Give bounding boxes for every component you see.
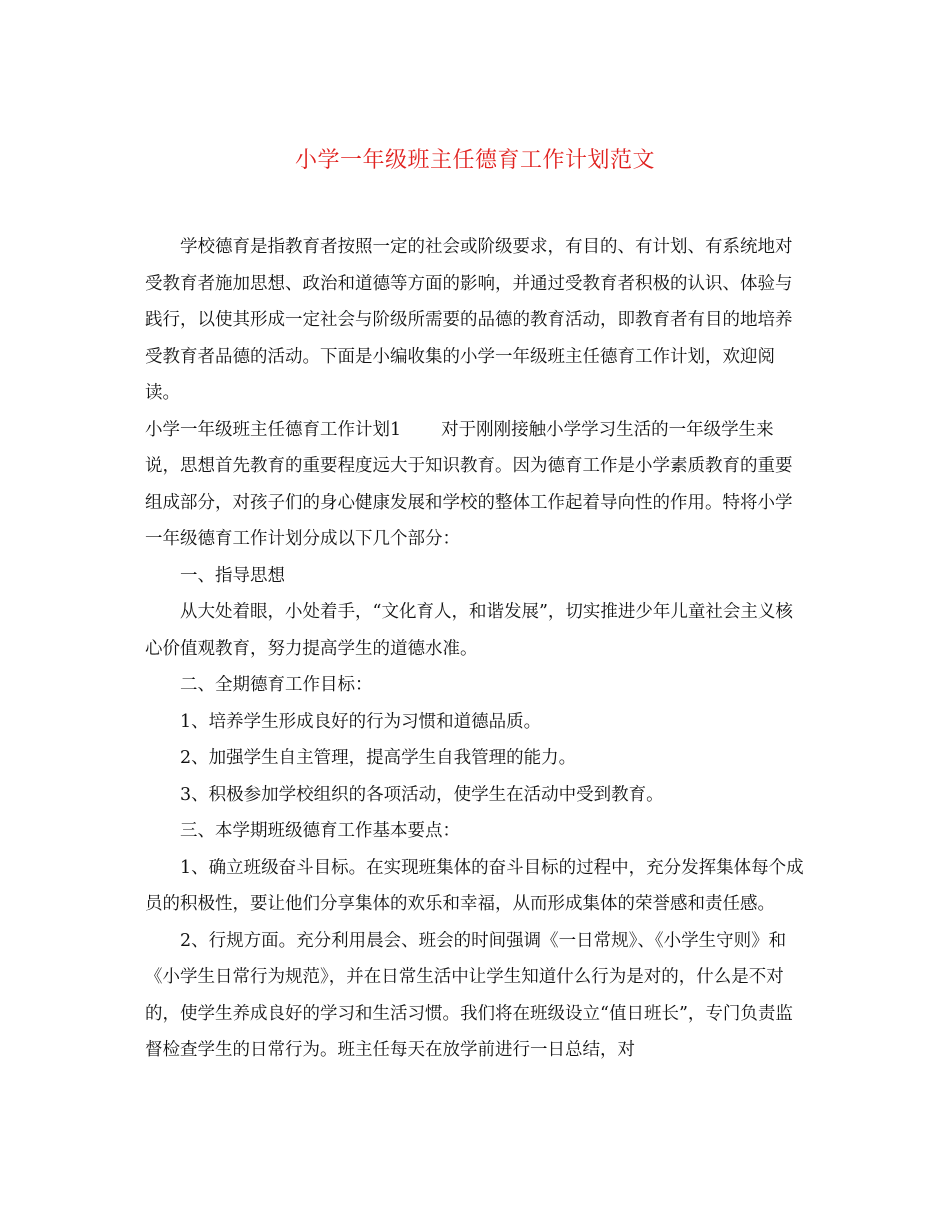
guiding-thought-paragraph: 从大处着眼，小处着手，“文化育人，和谐发展”，切实推进少年儿童社会主义核心价值观教育，努力提高学生的道德水准。 [145,602,793,659]
section-heading: 小学一年级班主任德育工作计划1 [145,419,402,440]
section-paragraph [145,412,805,558]
heading-guiding-thought: 一、指导思想 [180,565,285,586]
goal-item-3: 3、积极参加学校组织的各项活动，使学生在活动中受到教育。 [180,784,664,805]
goal-item-1: 1、培养学生形成良好的行为习惯和道德品质。 [180,711,542,732]
goal-item-2: 2、加强学生自主管理，提高学生自我管理的能力。 [180,748,577,768]
intro-paragraph: 学校德育是指教育者按照一定的社会或阶级要求，有目的、有计划、有系统地对受教育者施加思想、政治和道德等方面的影响，并通过受教育者积极的认识、体验与践行，以使其形成一定社会与阶级所需要的品德的教育活动，即教育者有目的地培养受教育者品德的活动。下面是小编收集的小学一年级班主任德育工作计划，欢迎阅读。 [145,237,793,403]
heading-goals: 二、全期德育工作目标： [180,675,373,695]
document-title: 小学一年级班主任德育工作计划范文 [294,148,655,173]
key-point-1: 1、确立班级奋斗目标。在实现班集体的奋斗目标的过程中，充分发挥集体每个成员的积极性，要让他们分享集体的欢乐和幸福，从而形成集体的荣誉感和责任感。 [145,857,804,914]
document-body [145,229,805,1069]
heading-key-points: 三、本学期班级德育工作基本要点： [180,821,460,841]
section-intro-text: 对于刚刚接触小学学习生活的一年级学生来说，思想首先教育的重要程度远大于知识教育。因为德育工作是小学素质教育的重要组成部分，对孩子们的身心健康发展和学校的整体工作起着导向性的作用。特将小学一年级德育工作计划分成以下几个部分： [145,419,793,549]
key-point-2: 2、行规方面。充分利用晨会、班会的时间强调《一日常规》、《小学生守则》和《小学生日常行为规范》，并在日常生活中让学生知道什么行为是对的，什么是不对的，使学生养成良好的学习和生活习惯。我们将在班级设立“值日班长”，专门负责监督检查学生的日常行为。班主任每天在放学前进行一日总结，对 [145,930,793,1060]
